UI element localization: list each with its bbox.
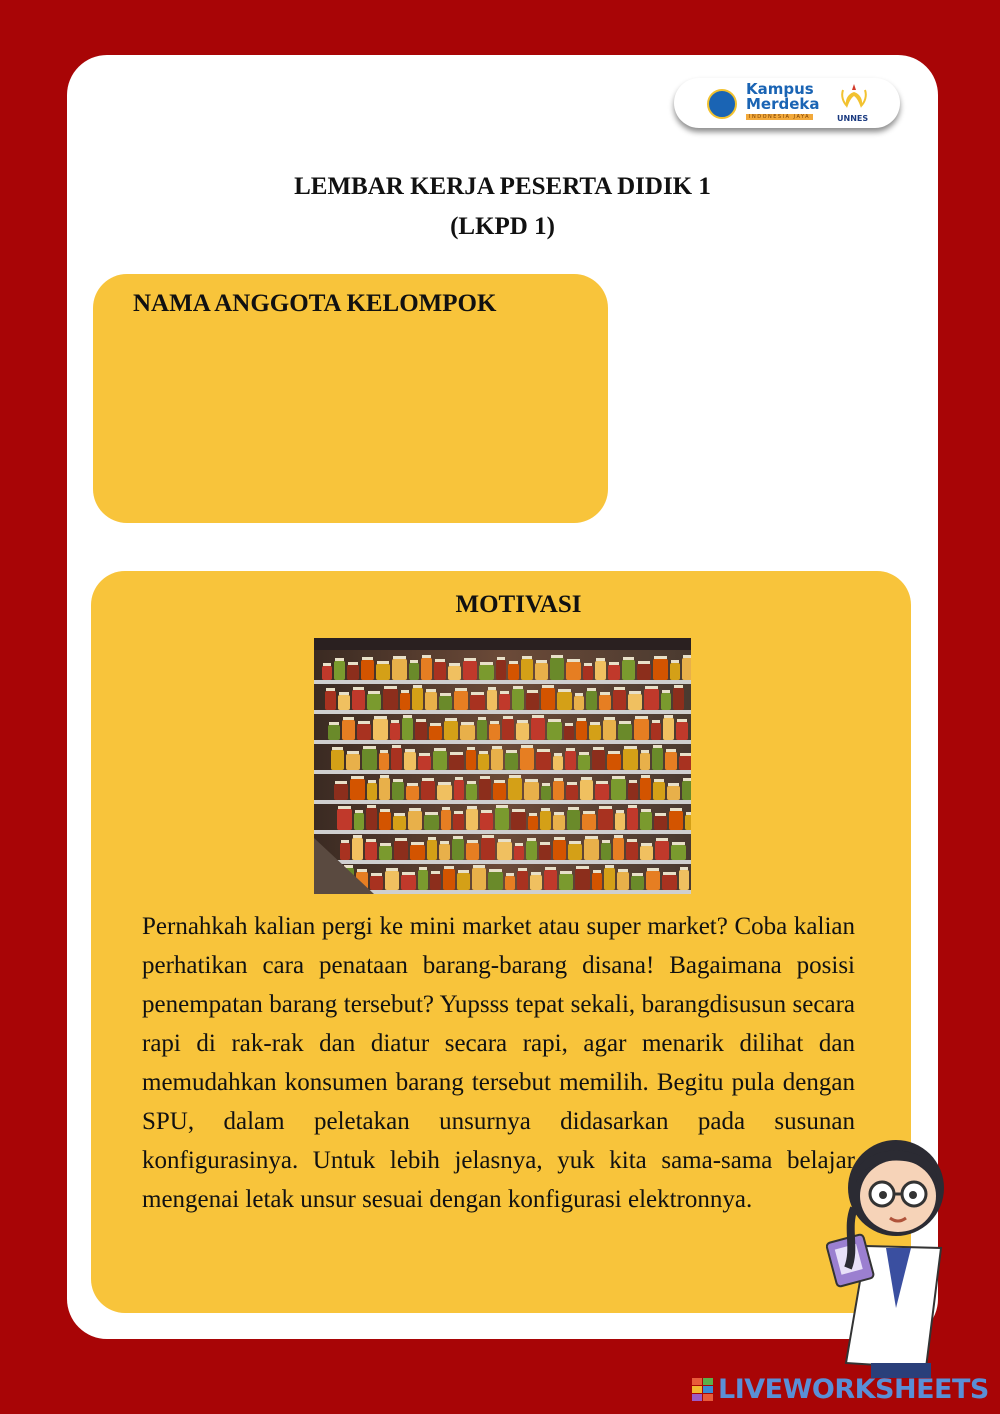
logo-text-unnes: UNNES	[837, 114, 869, 123]
liveworksheets-text: LIVEWORKSHEETS	[718, 1374, 989, 1405]
kampus-merdeka-unnes-logo	[674, 78, 900, 128]
worksheet-subtitle: (LKPD 1)	[450, 213, 555, 240]
logo-text-kampus: Kampus	[746, 80, 814, 98]
girl-scientist-illustration	[826, 1128, 976, 1383]
tut-wuri-handayani-emblem	[707, 89, 737, 119]
liveworksheets-logo-icon	[692, 1378, 714, 1402]
motivation-title: MOTIVASI	[455, 591, 582, 618]
supermarket-shelves-photo	[314, 638, 691, 894]
motivation-panel	[91, 571, 911, 1313]
group-members-panel	[93, 274, 608, 523]
worksheet-title: LEMBAR KERJA PESERTA DIDIK 1	[294, 173, 711, 200]
logo-text-merdeka: Merdeka	[746, 95, 820, 113]
unnes-emblem-icon	[839, 82, 869, 110]
logo-tagline: INDONESIA JAYA	[746, 114, 813, 120]
group-members-label: NAMA ANGGOTA KELOMPOK	[133, 290, 497, 317]
motivation-paragraph: Pernahkah kalian pergi ke mini market atau super market? Coba kalian perhatikan cara penataan barang-barang disana! Bagaimana posisi penempatan barang tersebut? Yupsss tepat sekali, barangdisusun secara rapi di rak-rak dan diatur secara rapi, agar menarik dilihat dan memudahkan konsumen barang tersebut memilih. Begitu pula dengan SPU, dalam peletakan unsurnya didasarkan pada susunan konfigurasinya. Untuk lebih jelasnya, yuk kita sama-sama belajar mengenai letak unsur sesuai dengan konfigurasi elektronnya.	[142, 913, 855, 1213]
